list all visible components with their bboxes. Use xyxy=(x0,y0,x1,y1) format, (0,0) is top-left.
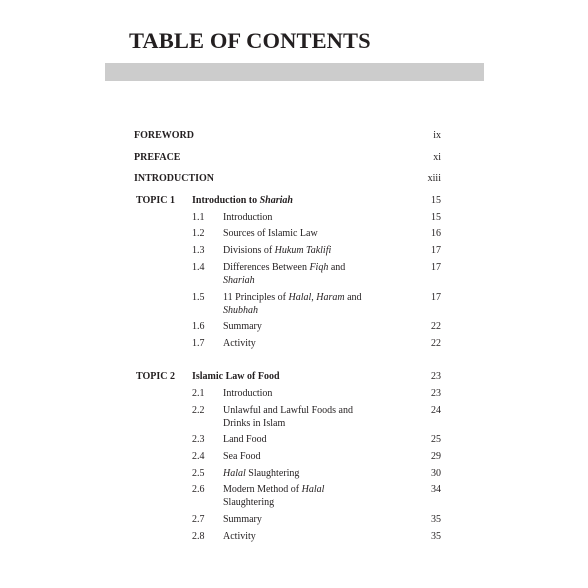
section-title: Modern Method of Halal xyxy=(223,484,325,495)
toc-page-number: 15 xyxy=(431,195,441,206)
topic-2-title: Islamic Law of Food xyxy=(192,371,280,382)
section-number: 2.2 xyxy=(192,405,205,416)
toc-page-number: 16 xyxy=(431,228,441,239)
toc-page-number: 24 xyxy=(431,405,441,416)
toc-page-number: 30 xyxy=(431,468,441,479)
section-number: 1.1 xyxy=(192,212,205,223)
topic-1-id: TOPIC 1 xyxy=(136,195,175,206)
section-title: Introduction xyxy=(223,388,273,399)
toc-page-number: ix xyxy=(433,130,441,141)
section-title: Halal Slaughtering xyxy=(223,468,300,479)
toc-preface: PREFACE xyxy=(134,152,181,163)
page-title: TABLE OF CONTENTS xyxy=(129,28,371,53)
topic-1-title: Introduction to Shariah xyxy=(192,195,293,206)
section-number: 1.3 xyxy=(192,245,205,256)
section-number: 2.8 xyxy=(192,531,205,542)
toc-page-number: 17 xyxy=(431,262,441,273)
section-title: Differences Between Fiqh and xyxy=(223,262,346,273)
toc-page-number: 23 xyxy=(431,388,441,399)
toc-page-number: 23 xyxy=(431,371,441,382)
section-number: 1.4 xyxy=(192,262,205,273)
section-title-continued: Slaughtering xyxy=(223,497,275,508)
toc-page-number: 22 xyxy=(431,321,441,332)
section-title: Summary xyxy=(223,321,262,332)
section-number: 1.7 xyxy=(192,338,205,349)
section-title-continued: Drinks in Islam xyxy=(223,418,286,429)
section-title: Introduction xyxy=(223,212,273,223)
section-number: 2.4 xyxy=(192,451,205,462)
toc-page-number: 22 xyxy=(431,338,441,349)
toc-page-number: xi xyxy=(433,152,441,163)
section-title: Divisions of Hukum Taklifi xyxy=(223,245,332,256)
section-number: 2.1 xyxy=(192,388,205,399)
toc-foreword: FOREWORD xyxy=(134,130,194,141)
section-title-continued: Shariah xyxy=(223,275,255,286)
section-number: 2.5 xyxy=(192,468,205,479)
toc-page-number: 15 xyxy=(431,212,441,223)
toc-page-number: 29 xyxy=(431,451,441,462)
section-number: 1.5 xyxy=(192,292,205,303)
toc-page-number: 25 xyxy=(431,434,441,445)
section-title: 11 Principles of Halal, Haram and xyxy=(223,292,362,303)
section-title: Sources of Islamic Law xyxy=(223,228,318,239)
section-number: 2.6 xyxy=(192,484,205,495)
toc-page-number: 34 xyxy=(431,484,441,495)
section-title: Land Food xyxy=(223,434,267,445)
section-title: Unlawful and Lawful Foods and xyxy=(223,405,353,416)
section-title-continued: Shubhah xyxy=(223,305,258,316)
toc-page-number: 35 xyxy=(431,514,441,525)
toc-page-number: 35 xyxy=(431,531,441,542)
section-title: Activity xyxy=(223,338,256,349)
section-number: 2.3 xyxy=(192,434,205,445)
section-title: Summary xyxy=(223,514,262,525)
section-number: 2.7 xyxy=(192,514,205,525)
section-title: Sea Food xyxy=(223,451,261,462)
toc-page-number: xiii xyxy=(427,173,441,184)
topic-2-id: TOPIC 2 xyxy=(136,371,175,382)
section-number: 1.6 xyxy=(192,321,205,332)
toc-introduction: INTRODUCTION xyxy=(134,173,215,184)
section-title: Activity xyxy=(223,531,256,542)
section-number: 1.2 xyxy=(192,228,205,239)
toc-page-number: 17 xyxy=(431,292,441,303)
toc-page-number: 17 xyxy=(431,245,441,256)
